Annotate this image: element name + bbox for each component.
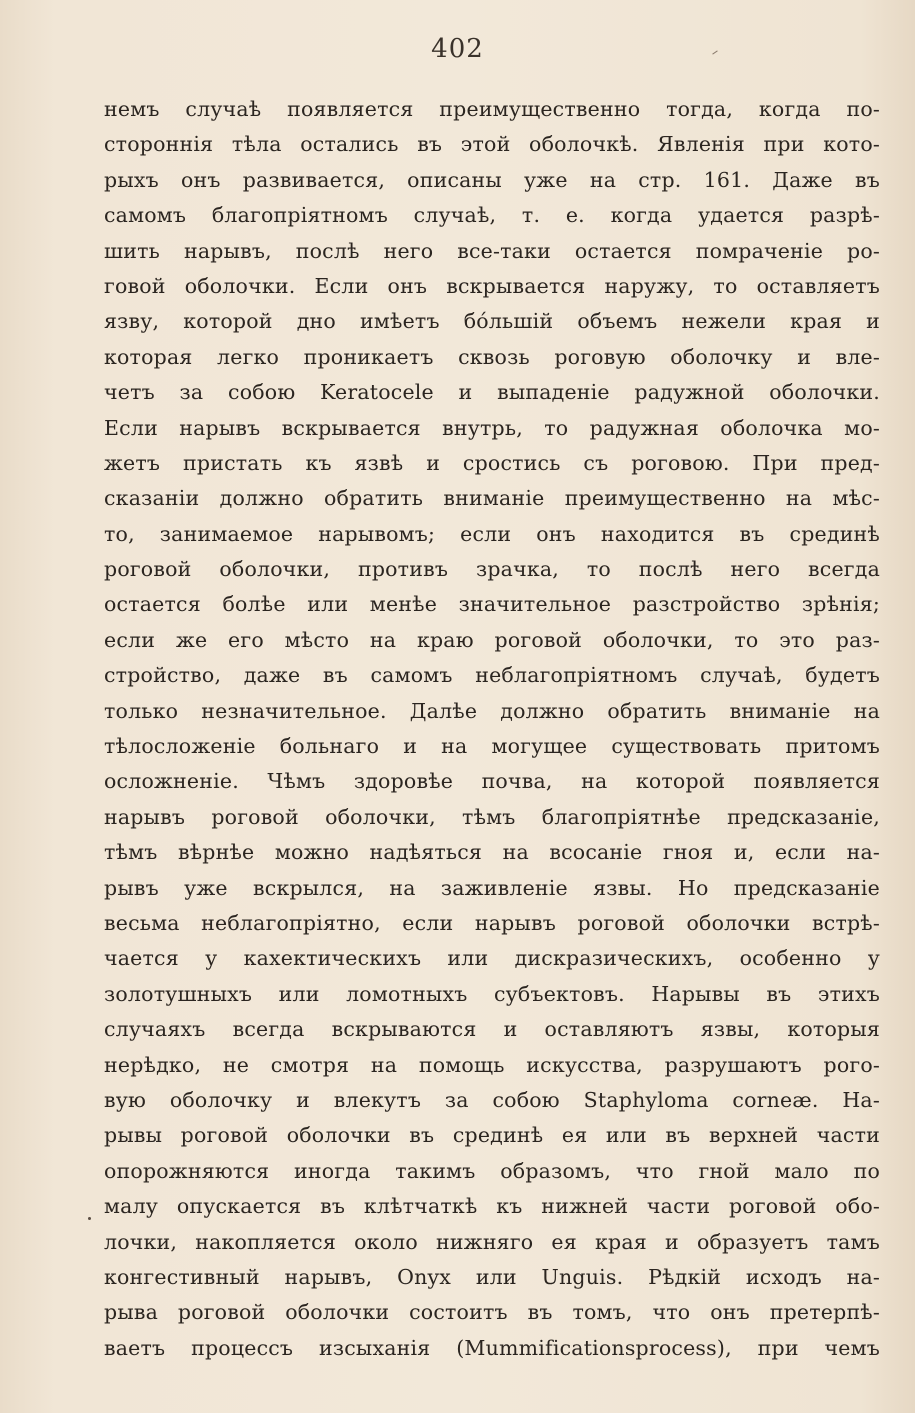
text-line: чается у кахектическихъ или дискразическихъ, особенно у	[104, 946, 880, 971]
text-line: остается болѣе или менѣе значительное разстройство зрѣнія;	[104, 592, 880, 617]
text-line: малу опускается въ клѣтчаткѣ къ нижней части роговой обо-	[104, 1194, 880, 1219]
page-number: 402	[431, 34, 484, 64]
text-line: роговой оболочки, противъ зрачка, то послѣ него всегда	[104, 557, 880, 582]
text-line: стройство, даже въ самомъ неблагопріятномъ случаѣ, будетъ	[104, 663, 880, 688]
text-line: случаяхъ всегда вскрываются и оставляютъ язвы, которыя	[104, 1017, 880, 1042]
text-line: шить нарывъ, послѣ него все-таки остается помраченіе ро-	[104, 238, 880, 263]
text-line: язву, которой дно имѣетъ бо́льшій объемъ нежели края и	[104, 309, 880, 334]
text-line: жетъ пристать къ язвѣ и сростись съ роговою. При пред-	[104, 450, 880, 475]
text-line: нерѣдко, не смотря на помощь искусства, разрушаютъ рого-	[104, 1052, 880, 1077]
text-line: весьма неблагопріятно, если нарывъ роговой оболочки встрѣ-	[104, 910, 880, 935]
ink-speck	[88, 1217, 91, 1220]
text-line: самомъ благопріятномъ случаѣ, т. е. когда удается разрѣ-	[104, 203, 880, 228]
text-line: стороннія тѣла остались въ этой оболочкѣ. Явленія при кото-	[104, 132, 880, 157]
text-line: рывы роговой оболочки въ срединѣ ея или въ верхней части	[104, 1123, 880, 1148]
text-line: четъ за собою Keratocele и выпаденіе радужной оболочки.	[104, 380, 880, 405]
body-text	[104, 92, 880, 1366]
text-line: которая легко проникаетъ сквозь роговую оболочку и вле-	[104, 344, 880, 369]
text-line: говой оболочки. Если онъ вскрывается наружу, то оставляетъ	[104, 273, 880, 298]
text-line: лочки, накопляется около нижняго ея края и образуетъ тамъ	[104, 1229, 880, 1254]
text-line: опорожняются иногда такимъ образомъ, что гной мало по	[104, 1158, 880, 1183]
text-line: конгестивный нарывъ, Onyx или Unguis. Рѣдкій исходъ на-	[104, 1264, 880, 1289]
text-line: только незначительное. Далѣе должно обратить вниманіе на	[104, 698, 880, 723]
text-line: тѣлосложеніе больнаго и на могущее существовать притомъ	[104, 734, 880, 759]
text-line: рывъ уже вскрылся, на заживленіе язвы. Но предсказаніе	[104, 875, 880, 900]
text-line: вую оболочку и влекутъ за собою Staphyloma corneæ. На-	[104, 1087, 880, 1112]
text-line: сказаніи должно обратить вниманіе преимущественно на мѣс-	[104, 486, 880, 511]
text-line: рыва роговой оболочки состоитъ въ томъ, что онъ претерпѣ-	[104, 1300, 880, 1325]
text-line: осложненіе. Чѣмъ здоровѣе почва, на которой появляется	[104, 769, 880, 794]
text-line: Если нарывъ вскрывается внутрь, то радужная оболочка мо-	[104, 415, 880, 440]
text-line: если же его мѣсто на краю роговой оболочки, то это раз-	[104, 627, 880, 652]
text-line: нарывъ роговой оболочки, тѣмъ благопріятнѣе предсказаніе,	[104, 804, 880, 829]
text-line: золотушныхъ или ломотныхъ субъектовъ. Нарывы въ этихъ	[104, 981, 880, 1006]
text-line: ваетъ процессъ изсыханія (Mummificationsprocess), при чемъ	[104, 1335, 880, 1360]
text-line: тѣмъ вѣрнѣе можно надѣяться на всосаніе гноя и, если на-	[104, 840, 880, 865]
text-line: то, занимаемое нарывомъ; если онъ находится въ срединѣ	[104, 521, 880, 546]
text-line: рыхъ онъ развивается, описаны уже на стр. 161. Даже въ	[104, 167, 880, 192]
text-line: немъ случаѣ появляется преимущественно тогда, когда по-	[104, 97, 880, 121]
